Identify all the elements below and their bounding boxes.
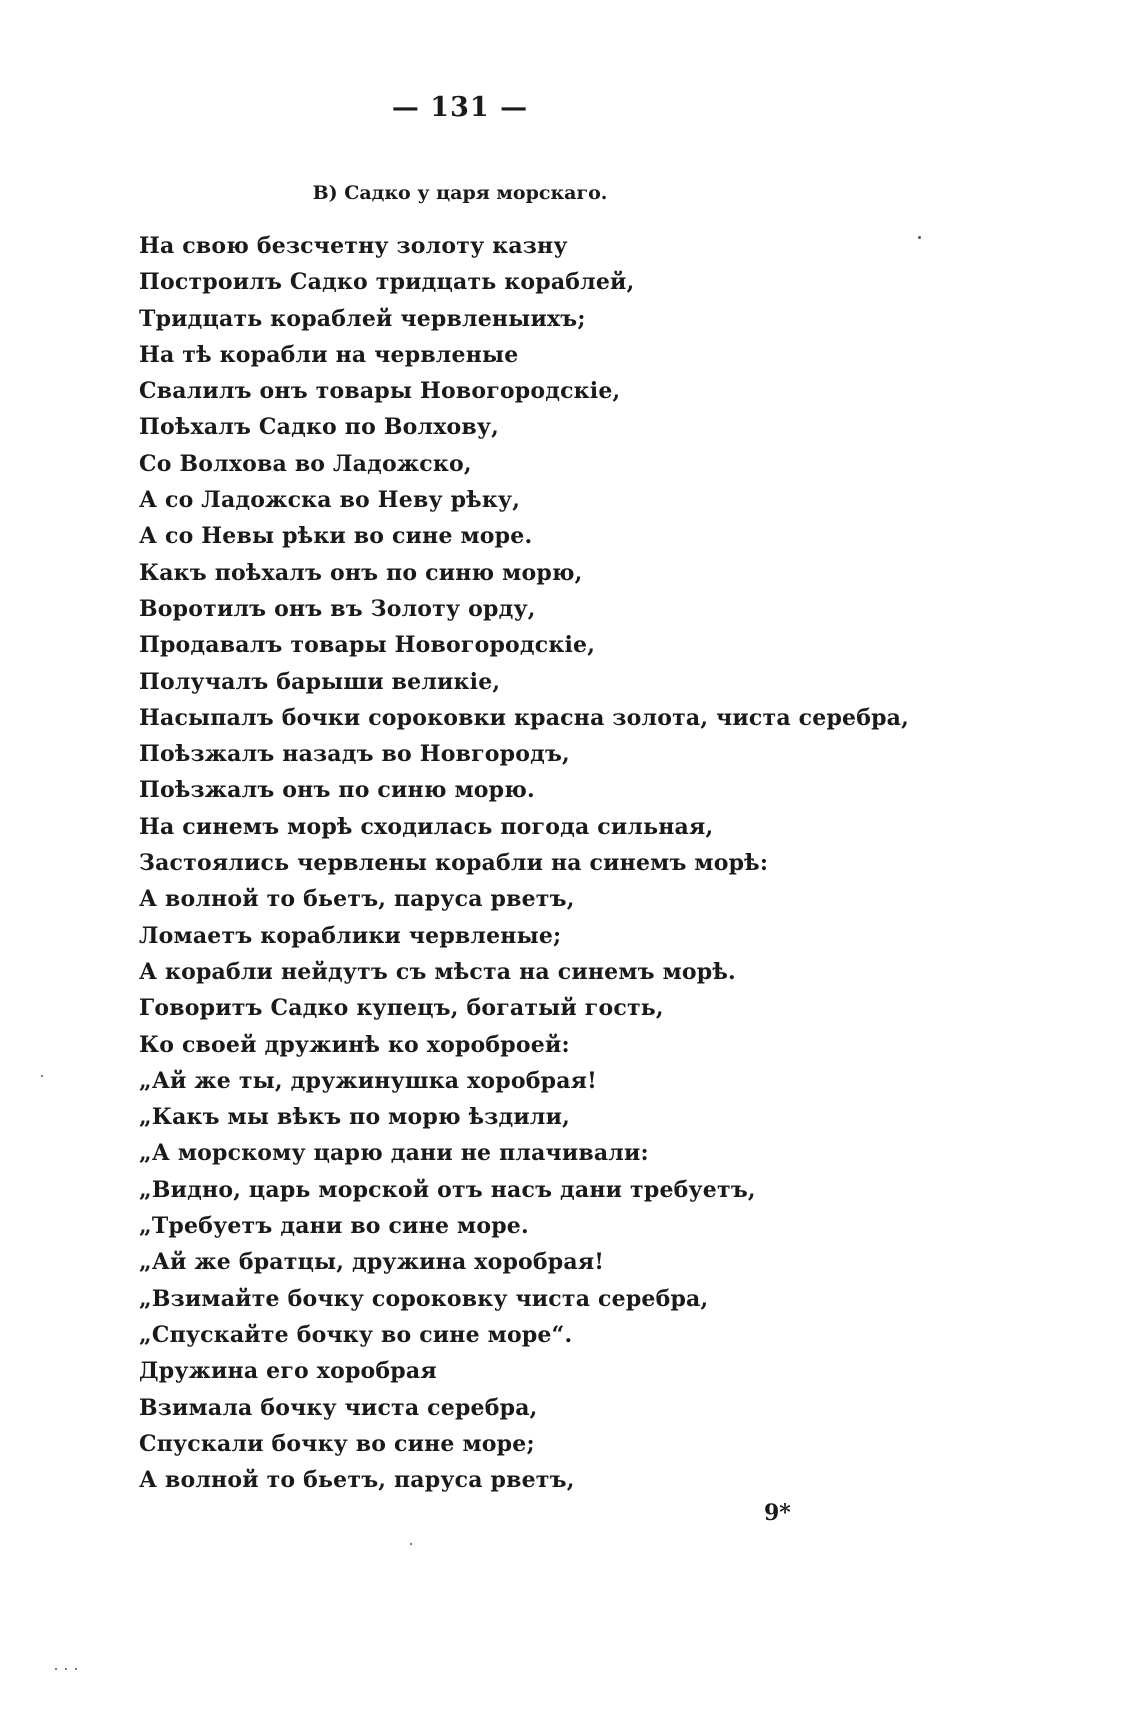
poem-line: На тѣ корабли на червленые <box>139 341 519 368</box>
poem-line: Спускали бочку во сине море; <box>139 1430 535 1457</box>
poem-line: Воротилъ онъ въ Золоту орду, <box>139 595 536 622</box>
poem-line: „Взимайте бочку сороковку чиста серебра, <box>139 1285 709 1312</box>
scan-speck <box>918 236 921 239</box>
scan-speck <box>75 1668 77 1670</box>
poem-line: Взимала бочку чиста серебра, <box>139 1394 538 1421</box>
poem-line: Тридцать кораблей червленыихъ; <box>139 305 586 332</box>
poem-line: А со Невы рѣки во сине море. <box>139 523 533 550</box>
poem-text <box>139 228 909 1498</box>
poem-line: „Спускайте бочку во сине море“. <box>139 1321 573 1348</box>
scan-speck <box>65 1668 67 1670</box>
scan-speck <box>410 1543 412 1545</box>
poem-line: Получалъ барыши великіе, <box>139 668 501 695</box>
poem-line: „Ай же братцы, дружина хоробрая! <box>139 1249 605 1276</box>
poem-line: Говоритъ Садко купецъ, богатый гость, <box>139 995 664 1022</box>
poem-line: Ко своей дружинѣ ко хороброей: <box>139 1031 570 1058</box>
poem-line: „Требуетъ дани во сине море. <box>139 1213 529 1240</box>
section-title: В) Садко у царя морскаго. <box>312 182 608 204</box>
poem-line: А со Ладожска во Неву рѣку, <box>139 487 521 514</box>
poem-line: Поѣхалъ Садко по Волхову, <box>139 414 500 441</box>
poem-line: А волной то бьетъ, паруса рветъ, <box>139 1467 575 1494</box>
signature-mark: 9* <box>764 1500 791 1526</box>
poem-line: А волной то бьетъ, паруса рветъ, <box>139 886 575 913</box>
poem-line: Застоялись червлены корабли на синемъ морѣ: <box>139 850 769 877</box>
poem-line: Поѣзжалъ онъ по синю морю. <box>139 777 535 804</box>
poem-line: Свалилъ онъ товары Новогородскіе, <box>139 378 621 405</box>
poem-line: Насыпалъ бочки сороковки красна золота, чиста серебра, <box>139 704 909 731</box>
poem-line: Продавалъ товары Новогородскіе, <box>139 632 596 659</box>
poem-line: „Видно, царь морской отъ насъ дани требуетъ, <box>139 1176 756 1203</box>
poem-line: Со Волхова во Ладожско, <box>139 450 472 477</box>
poem-line: А корабли нейдутъ съ мѣста на синемъ морѣ. <box>139 958 736 985</box>
scan-speck <box>41 1075 43 1077</box>
poem-line: „Какъ мы вѣкъ по морю ѣздили, <box>139 1104 570 1131</box>
poem-line: Построилъ Садко тридцать кораблей, <box>139 269 635 296</box>
poem-line: На синемъ морѣ сходилась погода сильная, <box>139 813 714 840</box>
poem-line: „А морскому царю дани не плачивали: <box>139 1140 649 1167</box>
poem-line: Ломаетъ кораблики червленые; <box>139 922 562 949</box>
poem-line: Поѣзжалъ назадъ во Новгородъ, <box>139 741 570 768</box>
page-number: — 131 — <box>391 92 529 123</box>
poem-line: На свою безсчетну золоту казну <box>139 233 568 259</box>
scan-speck <box>55 1668 57 1670</box>
poem-line: „Ай же ты, дружинушка хоробрая! <box>139 1067 597 1094</box>
poem-line: Дружина его хоробрая <box>139 1358 437 1385</box>
poem-line: Какъ поѣхалъ онъ по синю морю, <box>139 559 583 586</box>
